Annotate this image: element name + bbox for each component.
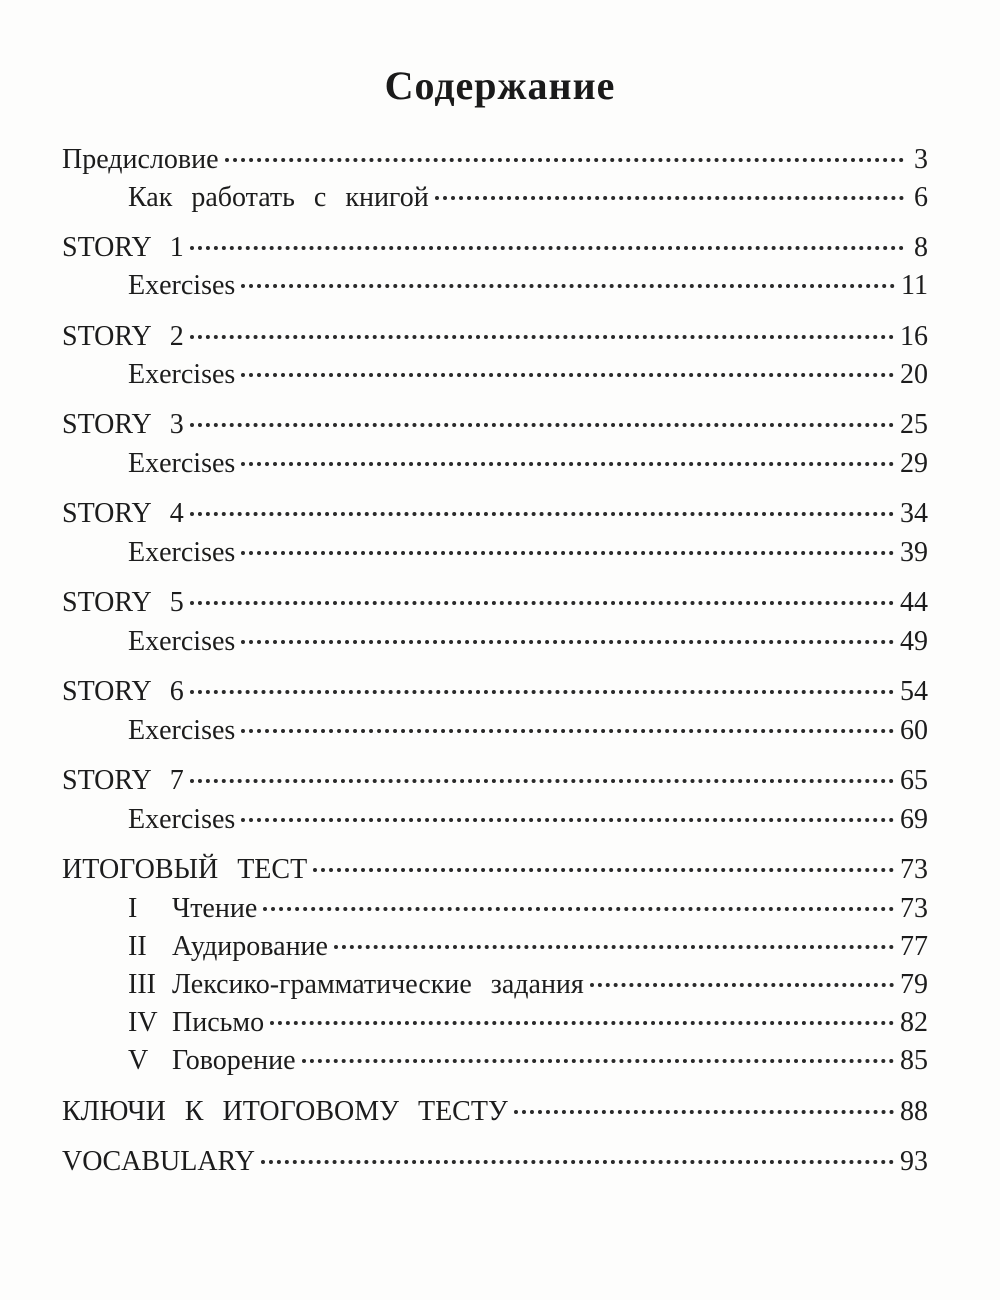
toc-entry-label [62, 891, 257, 927]
toc-entry-label [62, 929, 328, 965]
toc-entry-exercises [62, 446, 928, 482]
toc-entry-label: Exercises [128, 715, 236, 746]
toc-page-number: 85 [900, 1045, 928, 1076]
toc-page-number: 44 [900, 587, 928, 618]
toc-page-number: 16 [900, 321, 928, 352]
part-title: Аудирование [172, 931, 328, 962]
toc-entry-keys [62, 1094, 928, 1130]
dot-leader [514, 1110, 894, 1114]
toc-entry-story [62, 763, 928, 799]
toc-entry-label: Exercises [128, 537, 236, 568]
toc-entry-preface [62, 142, 928, 178]
dot-leader [302, 1059, 894, 1063]
dot-leader [190, 601, 894, 605]
toc-page-number: 73 [900, 854, 928, 885]
toc-page-number: 77 [900, 931, 928, 962]
part-title: Чтение [172, 893, 258, 924]
dot-leader [225, 158, 904, 162]
toc-entry-label: STORY 7 [62, 765, 184, 796]
toc-entry-vocabulary [62, 1144, 928, 1180]
toc-page-number: 73 [900, 893, 928, 924]
toc-entry-story [62, 407, 928, 443]
toc-entry-test-part [62, 1005, 928, 1041]
dot-leader [334, 945, 894, 949]
toc-entry-test-part [62, 1043, 928, 1079]
part-numeral: V [128, 1045, 149, 1076]
toc-page-number: 39 [900, 537, 928, 568]
toc-page-number: 29 [900, 448, 928, 479]
toc-entry-test-part [62, 929, 928, 965]
part-title: Говорение [172, 1045, 296, 1076]
toc-page-number: 25 [900, 409, 928, 440]
page-title: Содержание [384, 63, 616, 108]
toc-page-number: 34 [900, 498, 928, 529]
toc-entry-label: STORY 4 [62, 498, 184, 529]
toc-entry-label: Exercises [128, 359, 236, 390]
part-numeral: II [128, 931, 147, 962]
toc-entry-exercises [62, 268, 928, 304]
toc-page-number: 69 [900, 804, 928, 835]
toc-entry-exercises [62, 357, 928, 393]
toc-entry-story [62, 674, 928, 710]
toc-page-number: 8 [914, 232, 928, 263]
toc-entry-label: VOCABULARY [62, 1146, 255, 1177]
toc-entry-label: Предисловие [62, 144, 219, 175]
part-numeral: III [128, 969, 156, 1000]
toc-entry-label: Exercises [128, 804, 236, 835]
toc-entry-story [62, 585, 928, 621]
toc-page-number: 3 [914, 144, 928, 175]
part-title: Лексико-грамматические задания [172, 969, 584, 1000]
toc-entry-label [62, 1005, 264, 1041]
toc-entry-label: STORY 2 [62, 321, 184, 352]
toc-page-number: 65 [900, 765, 928, 796]
toc-entry-exercises [62, 624, 928, 660]
toc-entry-label [62, 1043, 296, 1079]
toc-entry-story [62, 230, 928, 266]
toc-entry-final-test [62, 852, 928, 888]
toc-entry-label: Как работать с книгой [128, 182, 429, 213]
toc-page-number: 20 [900, 359, 928, 390]
toc-page-number: 88 [900, 1096, 928, 1127]
toc-entry-label: Exercises [128, 448, 236, 479]
toc-entry-label: КЛЮЧИ К ИТОГОВОМУ ТЕСТУ [62, 1096, 508, 1127]
toc-page-number: 11 [901, 270, 928, 301]
dot-leader [263, 907, 894, 911]
toc-entry-label [62, 967, 584, 1003]
toc-entry-story [62, 496, 928, 532]
dot-leader [190, 779, 894, 783]
part-title: Письмо [172, 1007, 265, 1038]
dot-leader [590, 983, 894, 987]
dot-leader [241, 640, 894, 644]
dot-leader [190, 335, 894, 339]
toc-entry-exercises [62, 535, 928, 571]
dot-leader [270, 1021, 894, 1025]
dot-leader [261, 1160, 894, 1164]
dot-leader [313, 868, 894, 872]
toc-entry-story [62, 319, 928, 355]
dot-leader [241, 373, 894, 377]
toc-page-number: 6 [914, 182, 928, 213]
toc-page-number: 54 [900, 676, 928, 707]
dot-leader [190, 690, 894, 694]
dot-leader [190, 246, 904, 250]
toc-entry-label: STORY 5 [62, 587, 184, 618]
part-numeral: IV [128, 1007, 158, 1038]
toc-entry-label: Exercises [128, 270, 236, 301]
dot-leader [241, 818, 894, 822]
toc-page-number: 49 [900, 626, 928, 657]
dot-leader [241, 551, 894, 555]
toc-page-number: 93 [900, 1146, 928, 1177]
toc-entry-test-part [62, 891, 928, 927]
part-numeral: I [128, 893, 138, 924]
dot-leader [241, 729, 894, 733]
toc-entry-label: STORY 3 [62, 409, 184, 440]
toc-page-number: 60 [900, 715, 928, 746]
toc-entry-exercises [62, 802, 928, 838]
toc-page-number: 79 [900, 969, 928, 1000]
toc-entry-test-part [62, 967, 928, 1003]
dot-leader [190, 423, 894, 427]
toc-entry-exercises [62, 713, 928, 749]
dot-leader [241, 284, 895, 288]
toc-entry-label: Exercises [128, 626, 236, 657]
toc-page-number: 82 [900, 1007, 928, 1038]
dot-leader [241, 462, 894, 466]
dot-leader [435, 196, 904, 200]
toc-entry-label: STORY 6 [62, 676, 184, 707]
toc-entry-label: ИТОГОВЫЙ ТЕСТ [62, 854, 308, 885]
toc-entry-label: STORY 1 [62, 232, 184, 263]
toc-entry-how-to [62, 180, 928, 216]
dot-leader [190, 512, 894, 516]
